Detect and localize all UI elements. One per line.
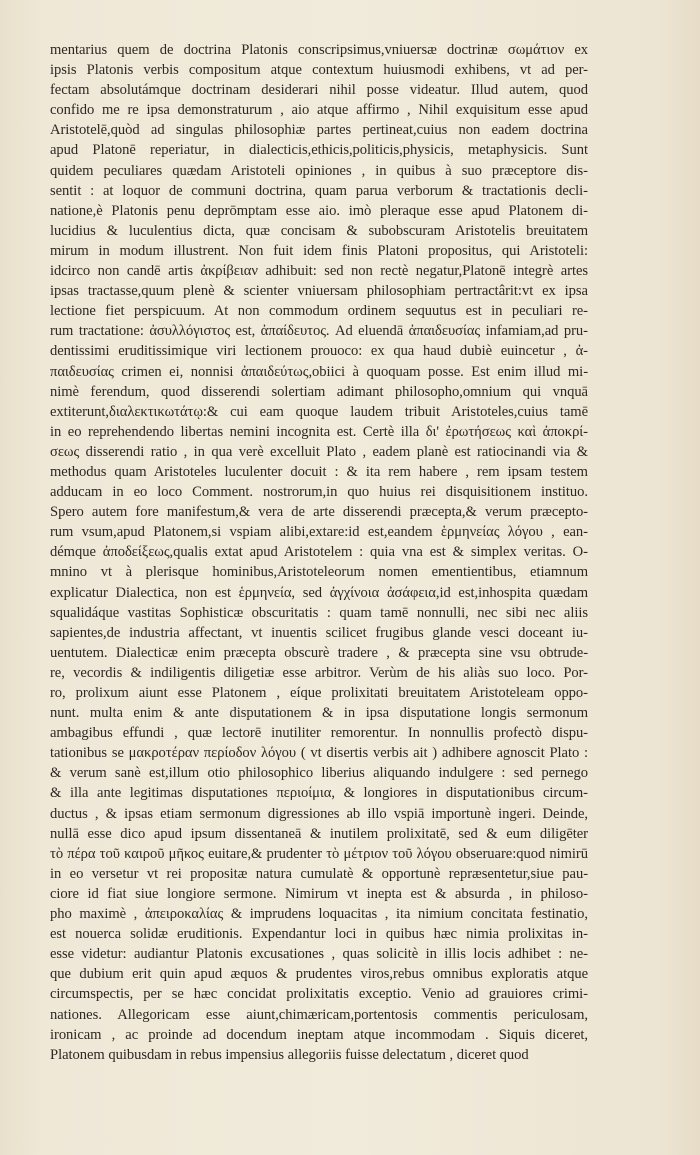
text-line: que dubium erit quin apud æquos & prudentes viros,rebus omnibus exploratis atque [50, 966, 588, 983]
text-line: nimè ferendum, quod disserendi solertiam adimant philosopho,omnium qui vnquā [50, 383, 588, 400]
text-line: squalidáque vastitas Sophisticæ obscuritatis : quam tamē nonnulli, nec sibi nec aliis [50, 604, 588, 621]
text-line: esse videtur: audiantur Platonis excusationes , quas solicitè in illis locis adhibet : ne- [50, 946, 588, 963]
text-line: mirum in modum illustrent. Non fuit idem finis Platoni propositus, qui Aristoteli: [50, 242, 588, 259]
text-line: est nouerca solidæ eruditionis. Expendantur loci in quibus hæc nimia prolixitas in- [50, 926, 588, 943]
text-line: lucidius & luculentius dicta, quæ concisam & subobscuram Aristotelis breuitatem [50, 222, 588, 239]
text-line: mnino vt à plerisque hominibus,Aristoteleorum nomen ementientibus, etiamnum [50, 564, 588, 581]
text-line: Aristotelē,quòd ad singulas philosophiæ partes pertineat,cuius non eadem doctrina [50, 122, 588, 139]
text-line: σεως disserendi ratio , in qua verè excelluit Plato , eadem planè est ratiocinandi via & [50, 443, 588, 460]
text-line: natione,è Platonis penu deprōmptam esse aio. imò pleraque esse apud Platonem di- [50, 202, 588, 219]
text-line: dentissimi eruditissimique viri lectionem prouoco: ex qua haud dubiè euincetur , ἀ- [50, 343, 588, 360]
text-line: quidem peculiares quædam Aristoteli opiniones , in quibus à suo præceptore dis- [50, 162, 588, 179]
text-line: Platonem quibusdam in rebus impensius allegoriis fuisse delectatum , diceret quod [50, 1046, 529, 1063]
text-line: fectam absolutámque doctrinam desiderari nihil posse videatur. Illud autem, quod [50, 82, 588, 99]
text-line: démque ἀποδείξεως,qualis extat apud Aristotelem : quia vna est & simplex veritas. O- [50, 544, 588, 561]
text-line: tationibus se μακροτέραν περίοδον λόγου ( vt disertis verbis ait ) adhibere agnoscit Plato : [50, 745, 588, 762]
text-line: Spero autem fore manifestum,& vera de arte disserendi præcepta,& verum præcepto- [50, 504, 588, 521]
text-line: apud Platonē reperiatur, in dialecticis,ethicis,politicis,physicis, metaphysicis. Sunt [50, 142, 588, 159]
page-text-block [50, 40, 588, 1065]
text-line: παιδευσίας crimen ei, nonnisi ἀπαιδεύτως,obiici à quoquam posse. Est enim illud mi- [50, 363, 588, 380]
text-line: methodus quam Aristoteles luculenter docuit : & ita rem habere , rem ipsam testem [50, 463, 588, 480]
text-line: idcirco non candē artis ἀκρίβειαν adhibuit: sed non rectè negatur,Platonē integrè artes [50, 263, 588, 280]
text-line: explicatur Dialectica, non est ἑρμηνεία, sed ἀγχίνοια ἀσάφεια,id est,inhospita quædam [50, 584, 588, 601]
text-line: rum tractatione: ἀσυλλόγιστος est, ἀπαίδευτος. Ad eluendā ἀπαιδευσίας infamiam,ad pru- [50, 323, 588, 340]
text-line: extiterunt,διαλεκτικωτάτῳ:& cui eam quoque laudem tribuit Aristoteles,cuius tamē [50, 403, 588, 420]
text-line: uentutem. Dialecticæ enim præcepta obscurè tradere , & præcepta sine vsu obtrude- [50, 644, 588, 661]
text-line: sentit : at loquor de communi doctrina, quam parua verborum & tractationis decli- [50, 182, 588, 199]
text-line: ductus , & ipsas etiam sermonum digressiones ab illo vspiā importunè ingeri. Deinde, [50, 805, 588, 822]
text-line: mentarius quem de doctrina Platonis conscripsimus,vniuersæ doctrinæ σωμάτιον ex [50, 42, 588, 58]
text-line: ambagibus effundi , quæ lectorē inutiliter remorentur. In nonnullis profectò dispu- [50, 725, 588, 742]
text-line: rum vsum,apud Platonem,si vspiam alibi,extare:id est,eandem ἑρμηνείας λόγου , ean- [50, 524, 588, 541]
text-line: confido me re ipsa demonstraturum , aio atque affirmo , Nihil exquisitum esse apud [50, 102, 588, 119]
text-line: adducam in eo loco Comment. nostrorum,in quo huius rei disquisitionem instituo. [50, 484, 588, 501]
text-line: & illa ante legitimas disputationes περιοίμια, & longiores in disputationibus circum- [50, 785, 588, 802]
text-line: in eo versetur vt rei propositæ natura cumulatè & opportunè repræsentetur,siue pau- [50, 865, 588, 882]
text-line: nunt. multa enim & ante disputationem & in ipsa disputatione longis sermonum [50, 705, 588, 722]
text-line: ipsas tractasse,quum plenè & scienter vniuersam philosophiam pertractârit:vt ex ipsa [50, 283, 588, 300]
text-line: nullā esse dico apud ipsum dissentaneā & inutilem prolixitatē, sed & eum diligēter [50, 825, 588, 842]
text-line: in eo reprehendendo libertas nemini incognita est. Certè illa δι' ἐρωτήσεως καὶ ἀποκρί- [50, 423, 588, 440]
text-line: ironicam , ac proinde ad docendum ineptam atque incommodam . Siquis diceret, [50, 1026, 588, 1043]
text-line: τὸ πέρα τοῦ καιροῦ μῆκος euitare,& prudenter τὸ μέτριον τοῦ λόγου obseruare:quod nimirū [50, 845, 588, 862]
text-line: ro, prolixum aiunt esse Platonem , eíque prolixitati breuitatem Aristoteleam oppo- [50, 685, 588, 701]
text-line: pho maximè , ἀπειροκαλίας & imprudens loquacitas , ita nimium concitata festinatio, [50, 906, 588, 923]
text-line: sapientes,de industria affectant, vt inuentis scilicet frugibus glande vesci doceant iu- [50, 624, 588, 641]
text-line: ciore id fiat siue longiore sermone. Nimirum vt inepta est & absurda , in philoso- [50, 885, 588, 902]
text-line: & verum sanè est,illum otio philosophico liberius aliquando indulgere : sed pernego [50, 765, 588, 782]
text-line: re, vecordis & indiligentis diligetiæ esse arbitror. Verùm de his aliàs suo loco. Por- [50, 664, 588, 681]
text-line: lectione fiet perspicuum. At non commodum ordinem sequutus est in peculiari re- [50, 303, 588, 320]
text-line: nationes. Allegoricam esse aiunt,chimæricam,portentosis commentis periculosam, [50, 1006, 588, 1023]
text-line: ipsis Platonis verbis compositum atque contextum huiusmodi exhibens, vt ad per- [50, 62, 588, 79]
text-line: circumspectis, per se hæc concidat prolixitatis exceptio. Venio ad grauiores crimi- [50, 986, 588, 1003]
